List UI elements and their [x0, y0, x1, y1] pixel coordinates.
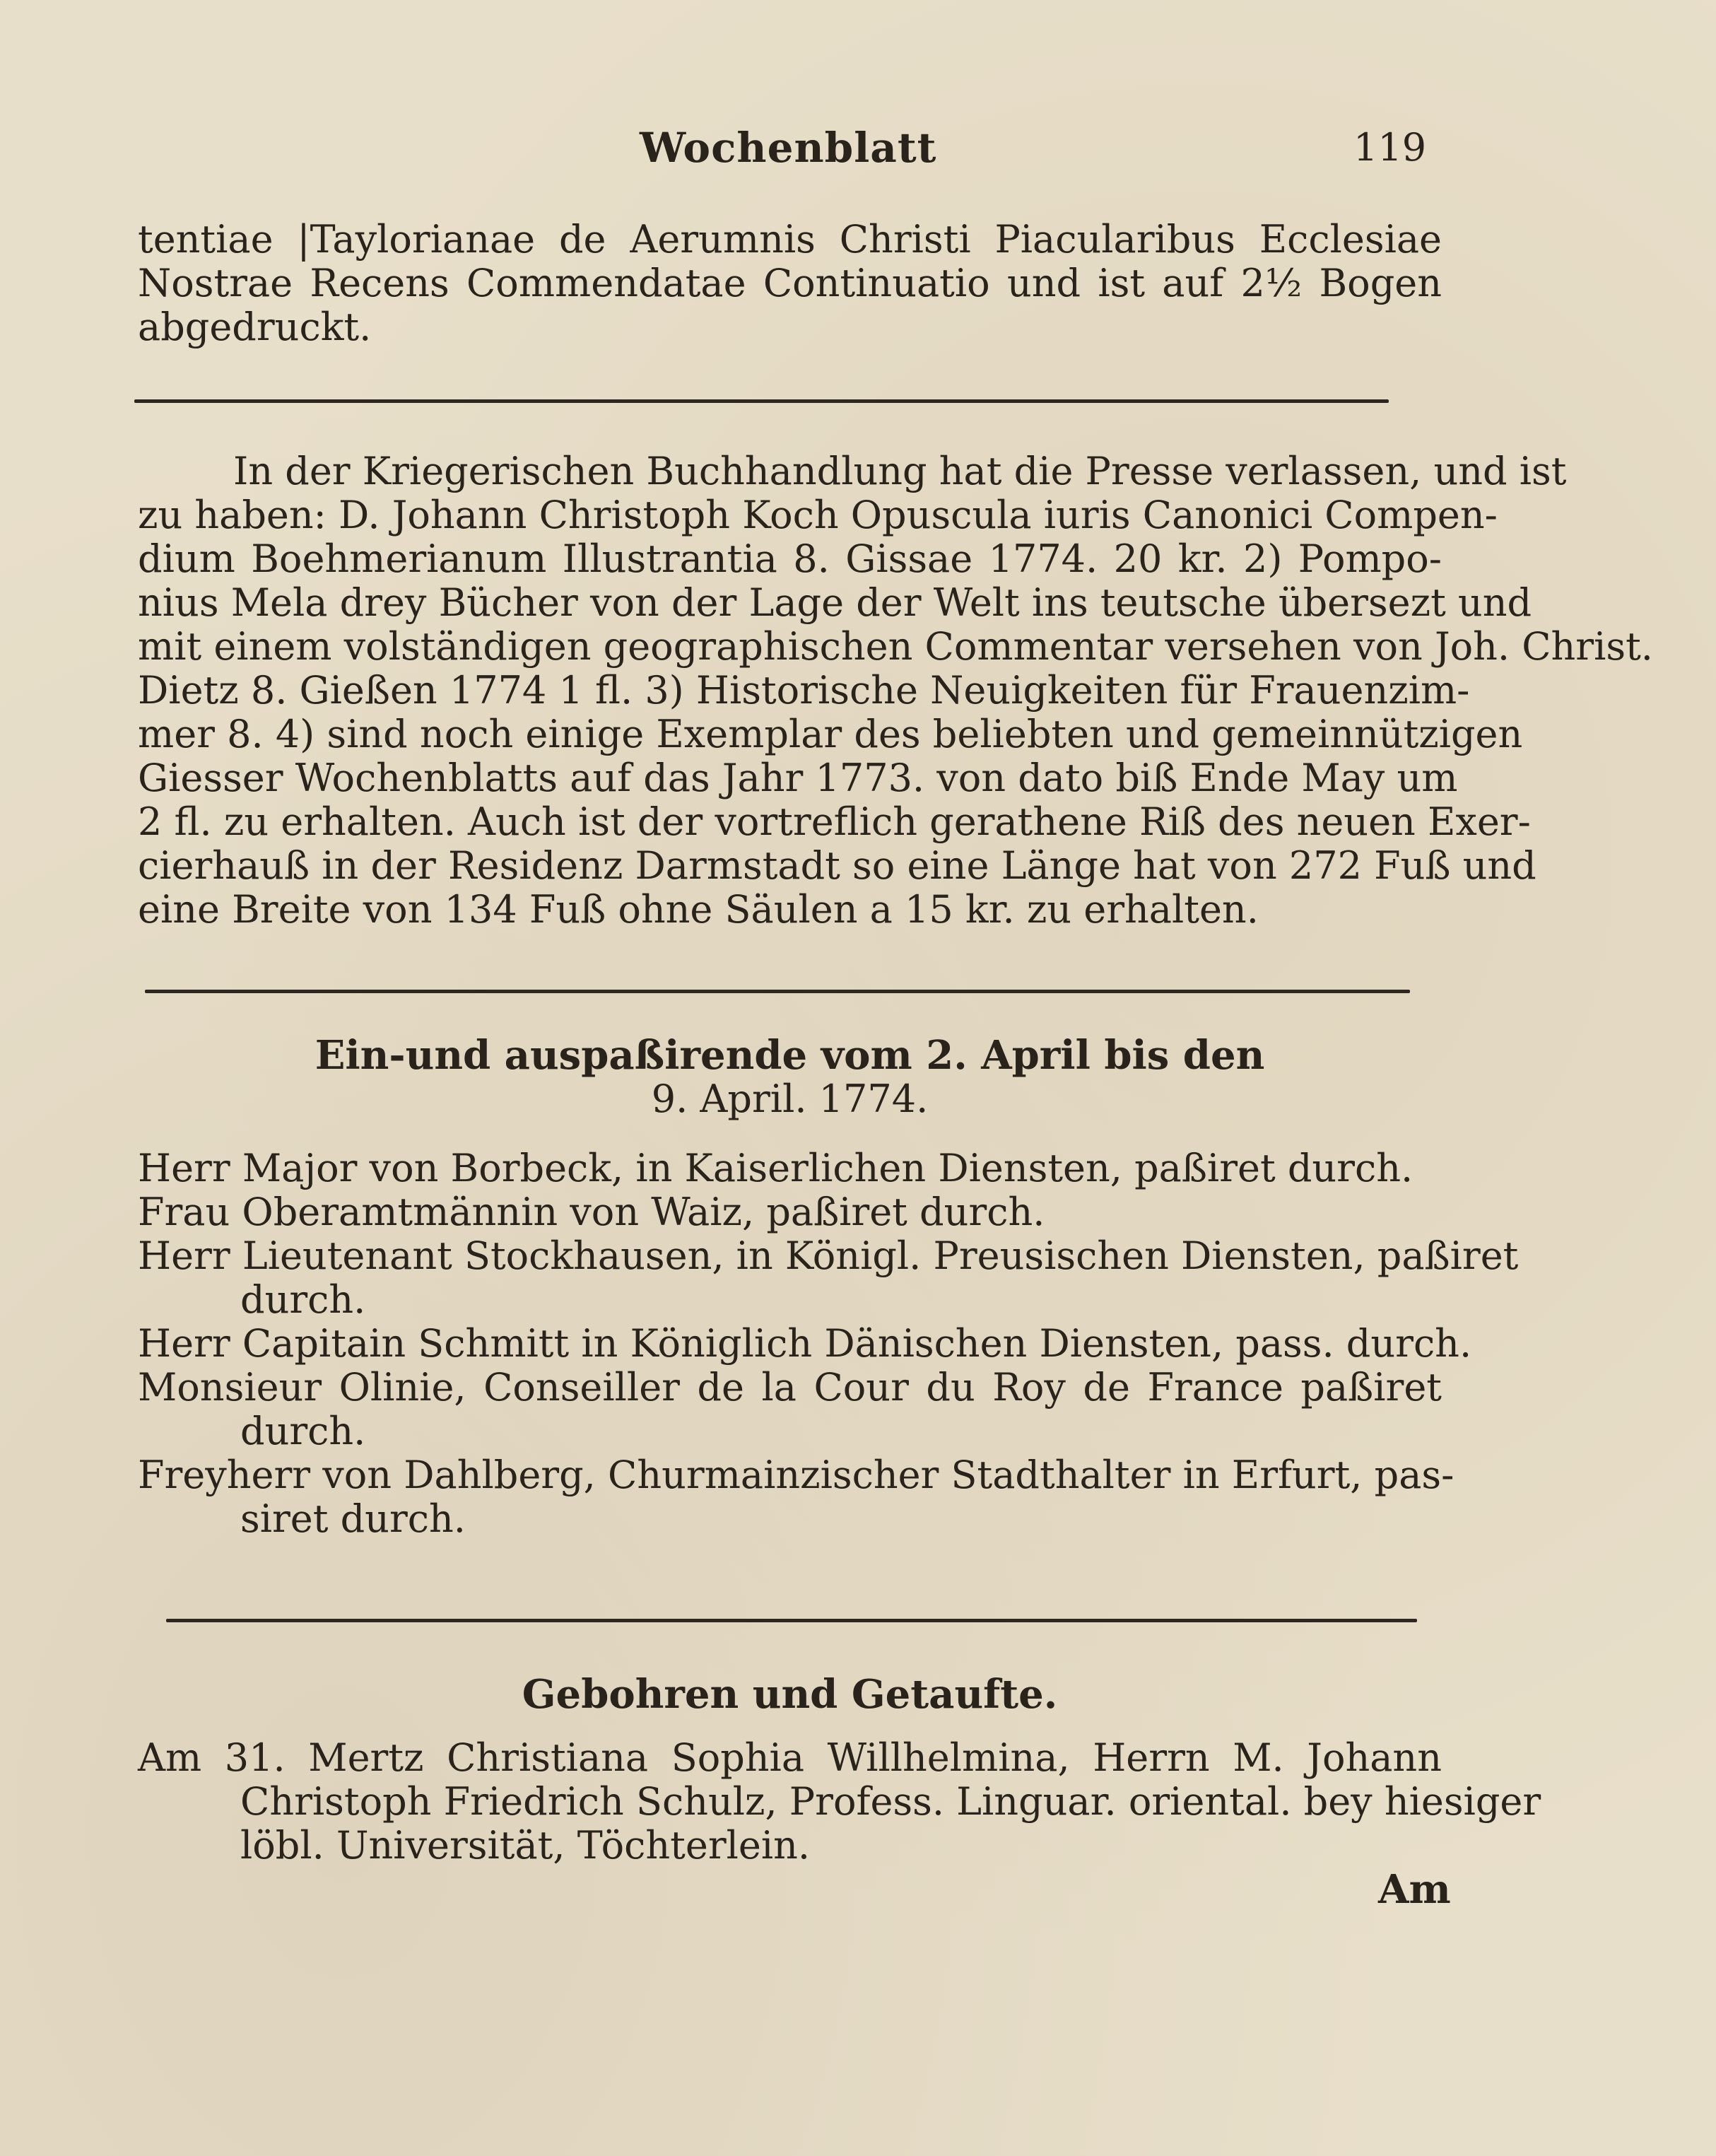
list-item: Herr Lieutenant Stockhausen, in Königl. Preusischen Diensten, paßiret — [138, 1234, 1519, 1278]
text-line: 2 fl. zu erhalten. Auch ist der vortreflich gerathene Riß des neuen Exer- — [138, 799, 1531, 844]
section-divider — [166, 1619, 1417, 1622]
section-heading: Gebohren und Getaufte. — [522, 1671, 1058, 1718]
section-heading: 9. April. 1774. — [651, 1077, 929, 1121]
section-divider — [145, 990, 1410, 993]
text-line: Nostrae Recens Commendatae Continuatio und ist auf 2½ Bogen — [138, 261, 1442, 305]
list-item-continuation: durch. — [240, 1409, 366, 1453]
text-line: In der Kriegerischen Buchhandlung hat die Presse verlassen, und ist — [233, 449, 1567, 493]
notice-continuation — [138, 218, 1442, 349]
text-line: Dietz 8. Gießen 1774 1 fl. 3) Historische Neuigkeiten für Frauenzim- — [138, 668, 1470, 713]
text-line: mer 8. 4) sind noch einige Exemplar des beliebten und gemeinnützigen — [138, 712, 1523, 756]
running-head-title: Wochenblatt — [640, 124, 937, 172]
text-line: Christoph Friedrich Schulz, Profess. Linguar. oriental. bey hiesiger — [240, 1779, 1541, 1824]
list-item: Monsieur Olinie, Conseiller de la Cour du Roy de France paßiret — [138, 1365, 1442, 1410]
text-line: löbl. Universität, Töchterlein. — [240, 1823, 811, 1868]
section-heading: Ein-und auspaßirende vom 2. April bis den — [315, 1032, 1265, 1079]
list-item-continuation: durch. — [240, 1277, 366, 1322]
text-line: zu haben: D. Johann Christoph Koch Opuscula iuris Canonici Compen- — [138, 493, 1498, 537]
running-head — [0, 124, 1716, 180]
list-item-continuation: siret durch. — [240, 1496, 466, 1541]
text-line: dium Boehmerianum Illustrantia 8. Gissae 1774. 20 kr. 2) Pompo- — [138, 537, 1442, 581]
text-line: eine Breite von 134 Fuß ohne Säulen a 15 kr. zu erhalten. — [138, 887, 1259, 932]
travellers-section — [138, 1032, 1519, 1541]
text-line: tentiae |Taylorianae de Aerumnis Christi Piacularibus Ecclesiae — [138, 217, 1442, 262]
list-item: Herr Capitain Schmitt in Königlich Dänischen Diensten, pass. durch. — [138, 1321, 1472, 1366]
text-line: Am 31. Mertz Christiana Sophia Willhelmina, Herrn M. Johann — [138, 1735, 1442, 1780]
catchword: Am — [1378, 1866, 1451, 1913]
section-divider — [134, 399, 1389, 403]
births-section — [138, 1671, 1541, 1868]
bookshop-notice — [138, 449, 1653, 932]
list-item: Freyherr von Dahlberg, Churmainzischer Stadthalter in Erfurt, pas- — [138, 1453, 1455, 1497]
text-line: nius Mela drey Bücher von der Lage der Welt ins teutsche übersezt und — [138, 580, 1532, 625]
text-line: abgedruckt. — [138, 305, 372, 349]
list-item: Herr Major von Borbeck, in Kaiserlichen Diensten, paßiret durch. — [138, 1146, 1414, 1190]
page-number: 119 — [1353, 125, 1427, 170]
text-line: cierhauß in der Residenz Darmstadt so eine Länge hat von 272 Fuß und — [138, 843, 1536, 888]
text-line: mit einem volständigen geographischen Commentar versehen von Joh. Christ. — [138, 624, 1653, 669]
text-line: Giesser Wochenblatts auf das Jahr 1773. von dato biß Ende May um — [138, 756, 1458, 800]
list-item: Frau Oberamtmännin von Waiz, paßiret durch. — [138, 1190, 1045, 1234]
